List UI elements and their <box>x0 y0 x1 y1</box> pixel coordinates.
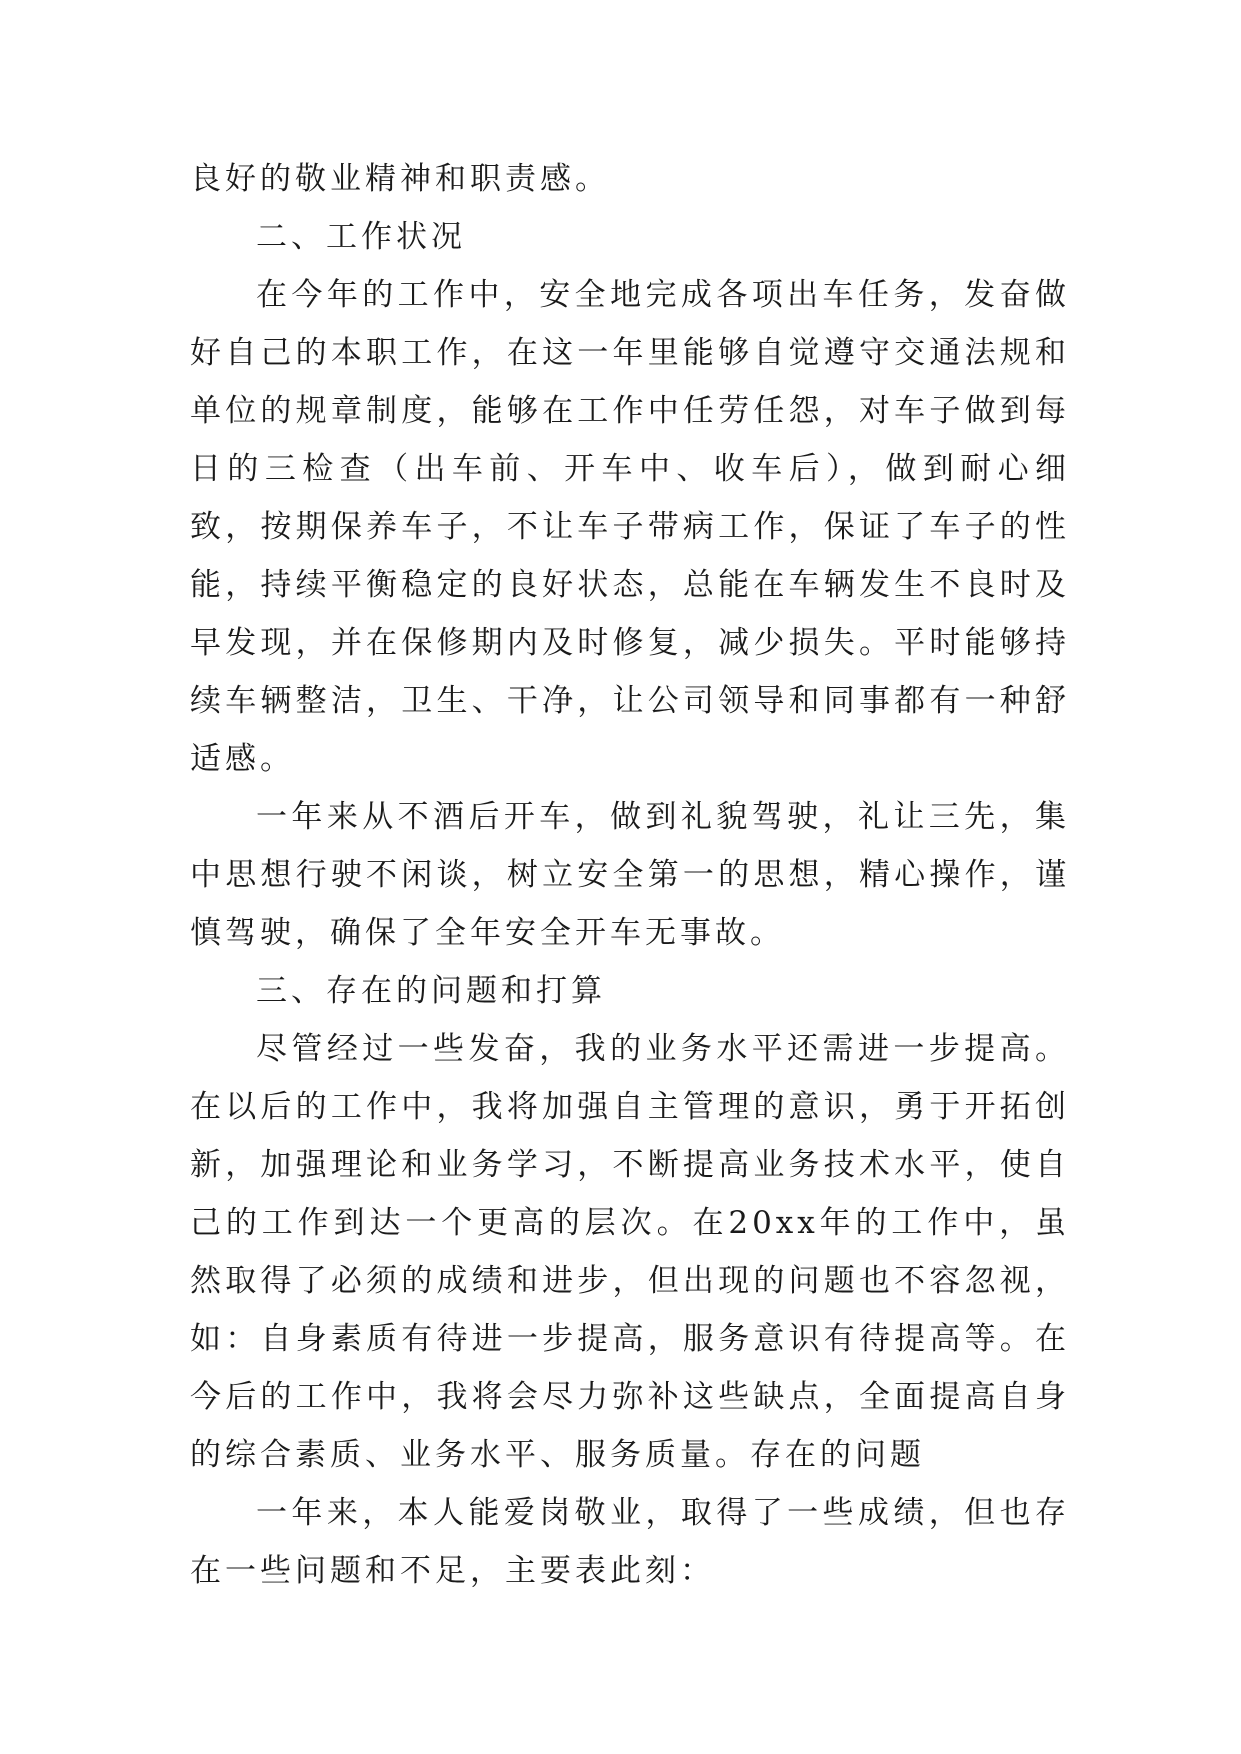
section-heading-work-status: 二、工作状况 <box>256 219 466 255</box>
paragraph-improvement: 尽管经过一些发奋，我的业务水平还需进一步提高。在以后的工作中，我将加强自主管理的意识，勇于开拓创新，加强理论和业务学习，不断提高业务技术水平，使自己的工作到达一个更高的层次。在20xx年的工作中，虽然取得了必须的成绩和进步，但出现的问题也不容忽视，如：自身素质有待进一步提高，服务意识有待提高等。在今后的工作中，我将会尽力弥补这些缺点，全面提高自身的综合素质、业务水平、服务质量。存在的问题 <box>190 1031 1070 1473</box>
paragraph-safe-driving: 一年来从不酒后开车，做到礼貌驾驶，礼让三先，集中思想行驶不闲谈，树立安全第一的思想，精心操作，谨慎驾驶，确保了全年安全开车无事故。 <box>190 799 1070 951</box>
document-body <box>190 150 1070 1600</box>
paragraph-shortcomings: 一年来，本人能爱岗敬业，取得了一些成绩，但也存在一些问题和不足，主要表此刻： <box>190 1495 1070 1589</box>
paragraph-work-duties: 在今年的工作中，安全地完成各项出车任务，发奋做好自己的本职工作，在这一年里能够自觉遵守交通法规和单位的规章制度，能够在工作中任劳任怨，对车子做到每日的三检查（出车前、开车中、收车后），做到耐心细致，按期保养车子，不让车子带病工作，保证了车子的性能，持续平衡稳定的良好状态，总能在车辆发生不良时及早发现，并在保修期内及时修复，减少损失。平时能够持续车辆整洁，卫生、干净，让公司领导和同事都有一种舒适感。 <box>190 277 1070 777</box>
section-heading-problems-plans: 三、存在的问题和打算 <box>256 973 606 1009</box>
paragraph-continuation: 良好的敬业精神和职责感。 <box>190 161 610 197</box>
